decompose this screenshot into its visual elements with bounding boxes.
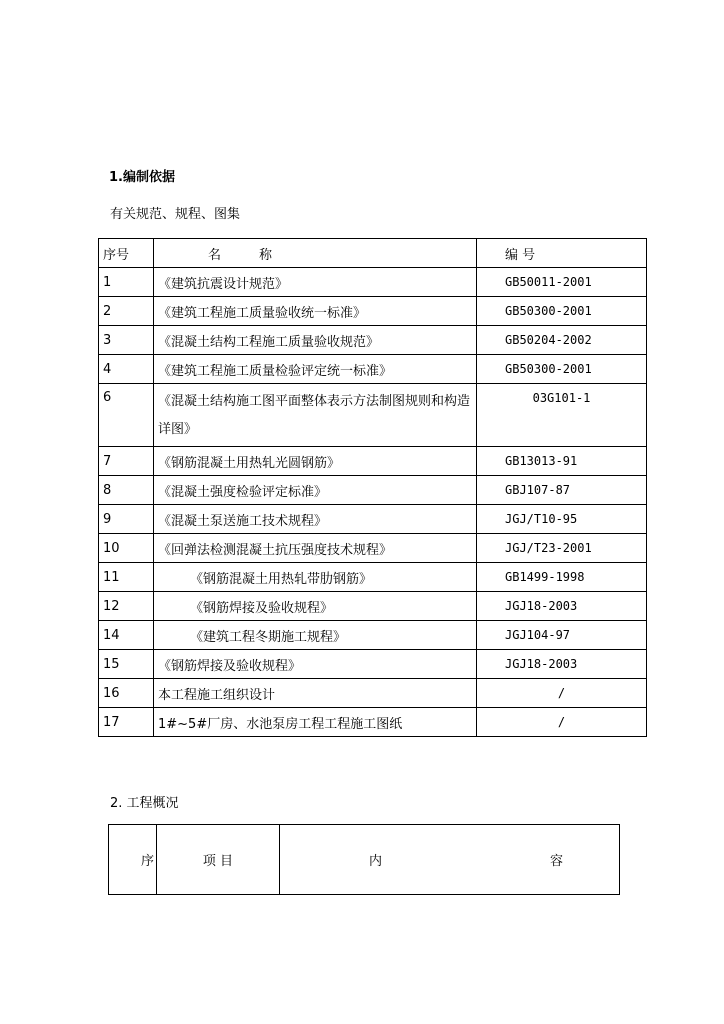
row-name: 本工程施工组织设计 [154,679,477,708]
row-no: 15 [99,650,154,679]
row-no: 14 [99,621,154,650]
row-no: 10 [99,534,154,563]
overview-table [108,824,620,895]
row-name: 《建筑工程施工质量验收统一标准》 [154,297,477,326]
reference-table [98,238,647,737]
header-content-a: 内 [369,854,383,869]
row-code: / [477,679,647,708]
row-name: 《钢筋混凝土用热轧带肋钢筋》 [154,563,477,592]
header-code: 编 号 [477,239,647,268]
section-1-intro: 有关规范、规程、图集 [110,207,241,222]
row-no: 4 [99,355,154,384]
header-no: 序号 [99,239,154,268]
row-name: 《混凝土泵送施工技术规程》 [154,505,477,534]
row-code: JGJ/T23-2001 [477,534,647,563]
row-code: GB50204-2002 [477,326,647,355]
table-row [99,447,647,476]
table-row [99,679,647,708]
row-code: GB1499-1998 [477,563,647,592]
row-name: 《建筑工程施工质量检验评定统一标准》 [154,355,477,384]
row-code: GB13013-91 [477,447,647,476]
row-code: GBJ107-87 [477,476,647,505]
section-1-title: 1.编制依据 [109,170,175,185]
row-name: 《建筑抗震设计规范》 [154,268,477,297]
row-no: 1 [99,268,154,297]
table-row [99,534,647,563]
table-row [99,563,647,592]
row-no: 12 [99,592,154,621]
row-code: JGJ/T10-95 [477,505,647,534]
row-name: 《混凝土结构施工图平面整体表示方法制图规则和构造详图》 [154,384,477,447]
row-no: 11 [99,563,154,592]
row-no: 7 [99,447,154,476]
row-no: 6 [99,384,154,447]
table-row [99,476,647,505]
table-row [99,650,647,679]
row-code: JGJ18-2003 [477,650,647,679]
table-row [99,297,647,326]
row-code: / [477,708,647,737]
header-name-b: 称 [259,247,273,263]
row-code: JGJ18-2003 [477,592,647,621]
section-2-title: 2. 工程概况 [110,796,179,811]
table-header-row [109,825,620,895]
header-content-b: 容 [550,854,564,869]
row-no: 3 [99,326,154,355]
table-row [99,384,647,447]
row-code: 03G101-1 [477,384,647,447]
table-header-row [99,239,647,268]
table-row [99,355,647,384]
table-row [99,268,647,297]
table-row [99,505,647,534]
row-no: 2 [99,297,154,326]
row-name: 《混凝土结构工程施工质量验收规范》 [154,326,477,355]
row-name: 1#~5#厂房、水池泵房工程工程施工图纸 [154,708,477,737]
row-no: 8 [99,476,154,505]
row-name: 《回弹法检测混凝土抗压强度技术规程》 [154,534,477,563]
row-name: 《建筑工程冬期施工规程》 [154,621,477,650]
table-row [99,621,647,650]
row-no: 17 [99,708,154,737]
row-code: GB50300-2001 [477,297,647,326]
row-code: JGJ104-97 [477,621,647,650]
row-no: 16 [99,679,154,708]
header-name-a: 名 [208,247,222,263]
row-name: 《混凝土强度检验评定标准》 [154,476,477,505]
row-code: GB50011-2001 [477,268,647,297]
header-name [154,239,477,268]
table-row [99,592,647,621]
row-name: 《钢筋焊接及验收规程》 [154,650,477,679]
header-item: 项 目 [157,825,280,895]
table-row [99,326,647,355]
header-content [280,825,620,895]
row-no: 9 [99,505,154,534]
row-name: 《钢筋混凝土用热轧光圆钢筋》 [154,447,477,476]
row-name: 《钢筋焊接及验收规程》 [154,592,477,621]
table-row [99,708,647,737]
header-no: 序 [109,825,157,895]
row-code: GB50300-2001 [477,355,647,384]
